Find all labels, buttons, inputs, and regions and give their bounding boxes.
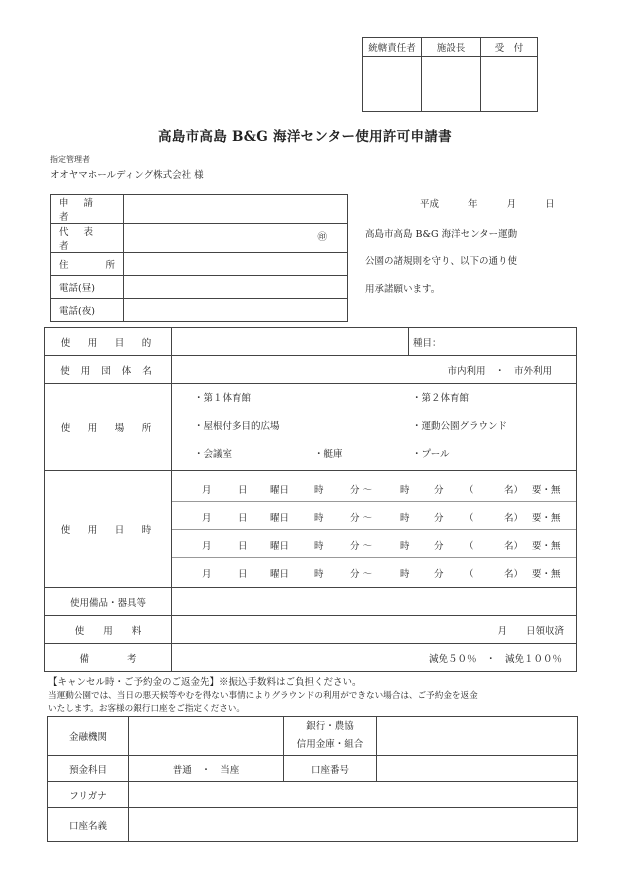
dt-day: 日: [238, 568, 248, 580]
event-label: 種目：: [413, 337, 442, 349]
place-meeting-room[interactable]: ・会議室: [194, 449, 233, 460]
phone-night-label: 電話(夜): [51, 299, 124, 322]
dt-weekday: 曜日: [270, 540, 290, 552]
furigana-label: フリガナ: [48, 782, 129, 808]
group-name-label: 使 用 団 体 名: [45, 356, 172, 384]
dt-month: 月: [202, 484, 212, 496]
page-title: 高島市高島 B&G 海洋センター使用許可申請書: [158, 129, 452, 145]
dt-hour-start: 時: [314, 568, 324, 580]
dt-paren-open: （: [464, 484, 474, 496]
datetime-label: 使 用 日 時: [45, 471, 172, 588]
equipment-label: 使用備品・器具等: [45, 588, 172, 616]
dt-day: 日: [238, 540, 248, 552]
statement-line-2: 公園の諸規則を守り、以下の通り使: [365, 256, 518, 267]
address-field[interactable]: [124, 253, 348, 276]
place-options: [172, 384, 577, 471]
dt-day: 日: [238, 512, 248, 524]
phone-day-label: 電話(昼): [51, 276, 124, 299]
dt-required: 要・無: [532, 512, 561, 524]
approval-stamp-box: [362, 37, 538, 112]
bank-type-credit: 信用金庫・組合: [296, 739, 364, 750]
dt-minute-start: 分 ～: [350, 512, 373, 524]
dt-month: 月: [202, 512, 212, 524]
manager-name: オオヤマホールディング株式会社 様: [50, 170, 204, 181]
datetime-row[interactable]: [172, 502, 576, 530]
place-park-ground[interactable]: ・運動公園グラウンド: [412, 421, 508, 432]
place-gym-2[interactable]: ・第２体育館: [412, 393, 470, 404]
note-field[interactable]: [172, 644, 577, 672]
dt-required: 要・無: [532, 540, 561, 552]
branch-field[interactable]: [377, 717, 578, 756]
applicant-label: 申 請 者: [51, 195, 124, 224]
dt-hour-start: 時: [314, 512, 324, 524]
date-day: 日: [545, 199, 555, 210]
bank-type-bank: 銀行・農協: [306, 721, 354, 732]
refund-heading: 【キャンセル時・ご予約金のご返金先】※振込手数料はご負担ください。: [48, 677, 362, 688]
dt-hour-start: 時: [314, 484, 324, 496]
phone-night-field[interactable]: [124, 299, 348, 322]
datetime-rows: [172, 471, 577, 588]
event-field[interactable]: [409, 328, 577, 356]
dt-required: 要・無: [532, 484, 561, 496]
institution-label: 金融機関: [48, 717, 129, 756]
representative-label: 代 表 者: [51, 224, 124, 253]
dt-minute-end: 分: [434, 512, 444, 524]
statement-line-1: 高島市高島 B&G 海洋センター運動: [365, 229, 518, 240]
dt-minute-start: 分 ～: [350, 540, 373, 552]
bank-type-options[interactable]: [284, 717, 377, 756]
usage-type-options: 市内利用 ・ 市外利用: [447, 365, 552, 377]
dt-weekday: 曜日: [270, 568, 290, 580]
dt-hour-start: 時: [314, 540, 324, 552]
discount-options: 減免５０％ ・ 減免１００％: [428, 653, 562, 665]
date-month: 月: [506, 199, 517, 210]
dt-hour-end: 時: [400, 568, 410, 580]
dt-minute-end: 分: [434, 540, 444, 552]
dt-hour-end: 時: [400, 512, 410, 524]
statement-line-3: 用承諾願います。: [365, 284, 441, 295]
account-name-label: 口座名義: [48, 808, 129, 842]
account-name-field[interactable]: [129, 808, 578, 842]
note-label: 備 考: [45, 644, 172, 672]
applicant-field[interactable]: [124, 195, 348, 224]
applicant-table: [50, 194, 348, 322]
dt-day: 日: [238, 484, 248, 496]
furigana-field[interactable]: [129, 782, 578, 808]
place-label: 使 用 場 所: [45, 384, 172, 471]
representative-field[interactable]: [124, 224, 348, 253]
bank-table: [47, 716, 578, 842]
dt-required: 要・無: [532, 568, 561, 580]
refund-text-line-1: 当運動公園では、当日の悪天候等やむを得ない事情によりグラウンドの利用ができない場合は、ご予約金を返金: [48, 691, 478, 701]
stamp-header-reception: 受 付: [481, 38, 538, 57]
dt-people: 名）: [504, 568, 524, 580]
purpose-field[interactable]: [172, 328, 409, 356]
place-gym-1[interactable]: ・第１体育館: [194, 393, 252, 404]
account-number-label: 口座番号: [284, 756, 377, 782]
deposit-label: 預金科目: [48, 756, 129, 782]
place-boathouse[interactable]: ・艇庫: [314, 449, 343, 460]
dt-paren-open: （: [464, 540, 474, 552]
fee-receipt: 月 日領収済: [497, 625, 564, 637]
place-pool[interactable]: ・プール: [412, 449, 450, 460]
place-covered-plaza[interactable]: ・屋根付多目的広場: [194, 421, 280, 432]
date-era: 平成: [420, 199, 440, 210]
phone-day-field[interactable]: [124, 276, 348, 299]
stamp-cell-reception[interactable]: [481, 57, 538, 112]
dt-paren-open: （: [464, 568, 474, 580]
dt-minute-end: 分: [434, 568, 444, 580]
date-year: 年: [468, 199, 478, 210]
dt-weekday: 曜日: [270, 512, 290, 524]
equipment-field[interactable]: [172, 588, 577, 616]
dt-people: 名）: [504, 540, 524, 552]
stamp-cell-director[interactable]: [422, 57, 481, 112]
stamp-header-director: 施設長: [422, 38, 481, 57]
date-line: [420, 196, 555, 210]
dt-people: 名）: [504, 484, 524, 496]
fee-field[interactable]: [172, 616, 577, 644]
refund-text-line-2: いたします。お客様の銀行口座をご指定ください。: [48, 704, 245, 714]
dt-month: 月: [202, 540, 212, 552]
dt-hour-end: 時: [400, 540, 410, 552]
dt-minute-start: 分 ～: [350, 568, 373, 580]
seal-mark: ㊞: [317, 232, 327, 243]
dt-paren-open: （: [464, 512, 474, 524]
account-number-field[interactable]: [377, 756, 578, 782]
dt-hour-end: 時: [400, 484, 410, 496]
fee-label: 使 用 料: [45, 616, 172, 644]
datetime-row[interactable]: [172, 474, 576, 502]
stamp-cell-supervisor[interactable]: [363, 57, 422, 112]
deposit-options[interactable]: 普通 ・ 当座: [129, 756, 284, 782]
purpose-label: 使 用 目 的: [45, 328, 172, 356]
dt-month: 月: [202, 568, 212, 580]
datetime-row[interactable]: [172, 558, 576, 585]
dt-minute-start: 分 ～: [350, 484, 373, 496]
dt-weekday: 曜日: [270, 484, 290, 496]
dt-people: 名）: [504, 512, 524, 524]
address-label: 住 所: [51, 253, 124, 276]
dt-minute-end: 分: [434, 484, 444, 496]
stamp-header-supervisor: 統轄責任者: [363, 38, 422, 57]
usage-form-table: [44, 327, 577, 672]
manager-label: 指定管理者: [50, 155, 90, 164]
institution-field[interactable]: [129, 717, 284, 756]
group-name-field[interactable]: [172, 356, 577, 384]
datetime-row[interactable]: [172, 530, 576, 558]
